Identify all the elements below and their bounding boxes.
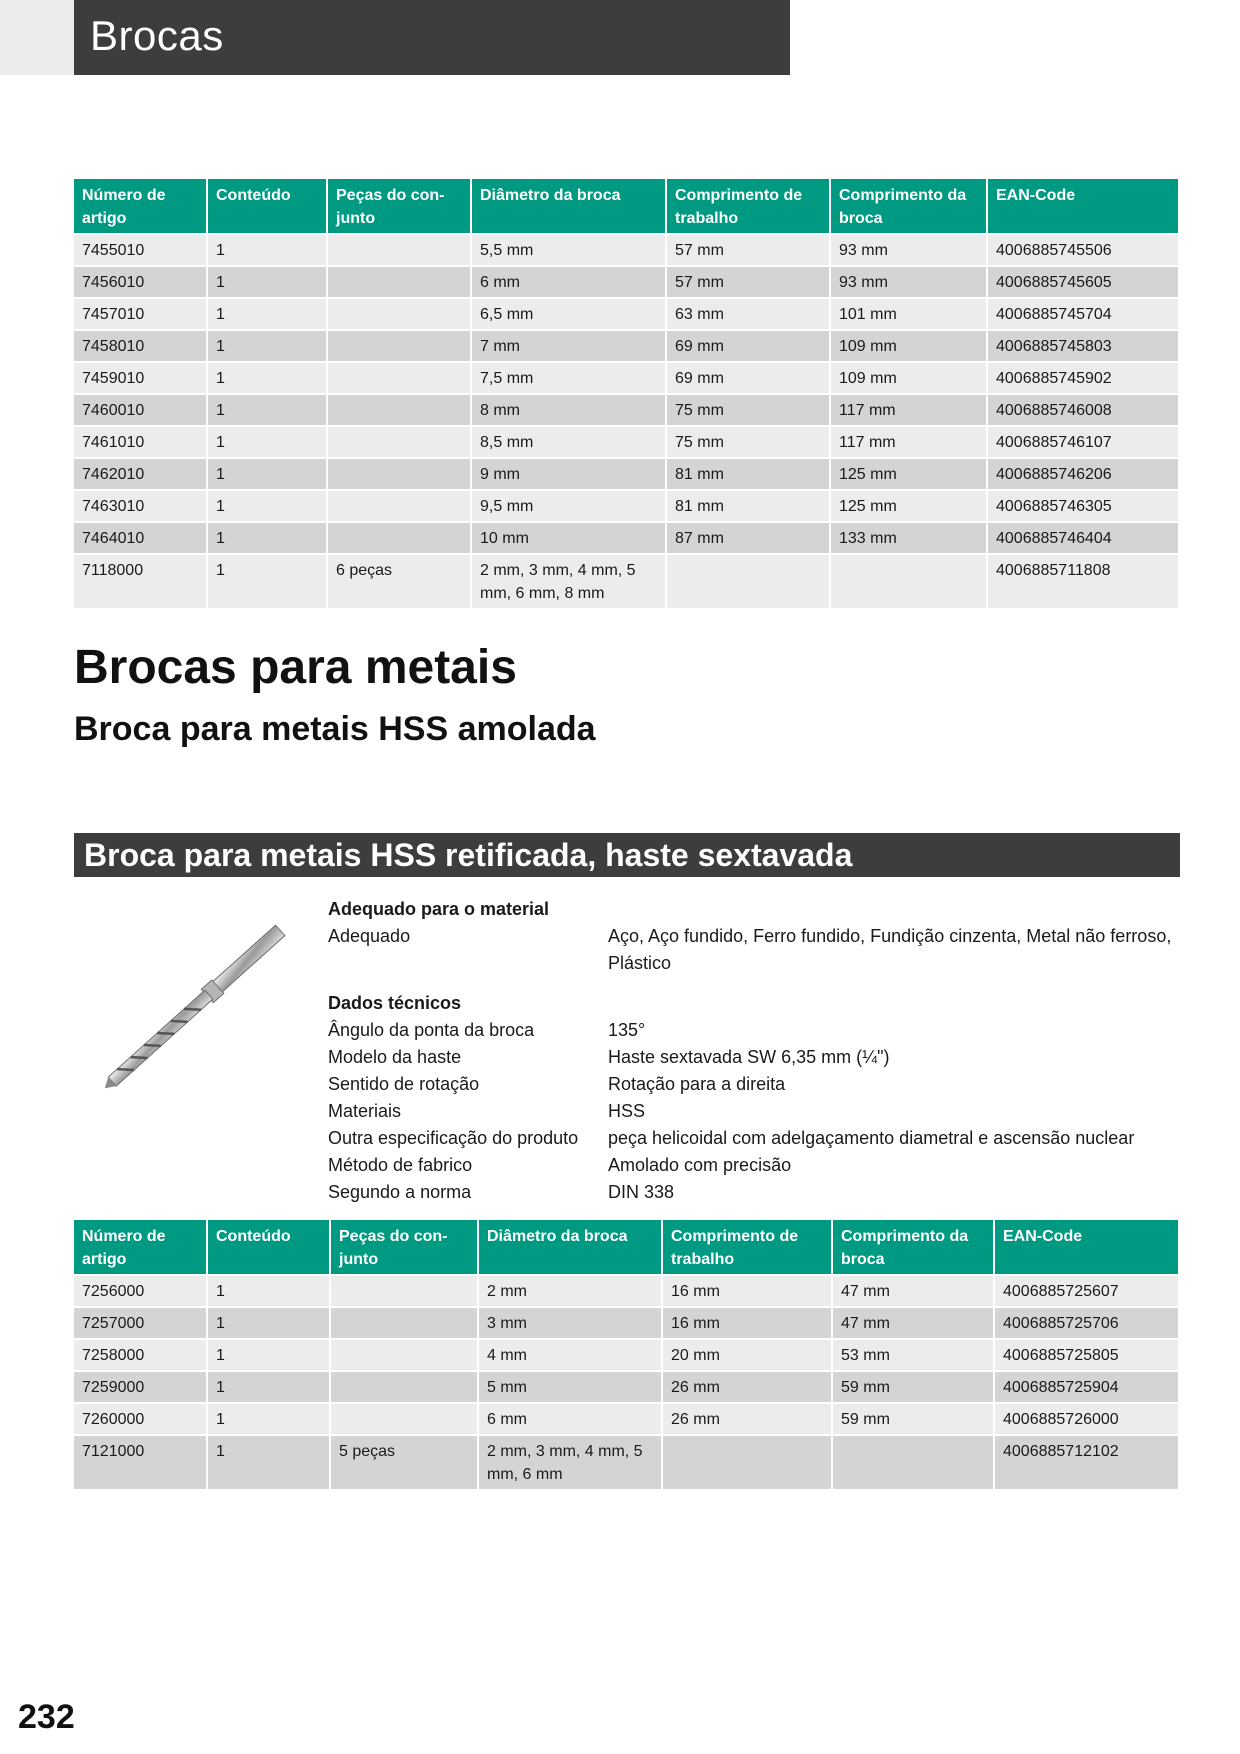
- page-title: Brocas: [90, 12, 224, 59]
- table-cell: 4006885746008: [987, 394, 1178, 426]
- table-cell: 7464010: [74, 522, 207, 554]
- property-label: Sentido de rotação: [328, 1074, 480, 1094]
- table-cell: [327, 490, 471, 522]
- table-cell: [832, 1435, 994, 1489]
- property-row: [328, 1098, 1178, 1125]
- table-cell: 4006885745902: [987, 362, 1178, 394]
- table-cell: 59 mm: [832, 1371, 994, 1403]
- page-number: 232: [18, 1698, 75, 1736]
- table-cell: 4006885745605: [987, 266, 1178, 298]
- table-row: [74, 394, 1178, 426]
- table-cell: 7455010: [74, 234, 207, 266]
- property-value: HSS: [608, 1101, 646, 1121]
- table-row: [74, 1435, 1178, 1489]
- table-cell: 57 mm: [666, 266, 830, 298]
- table-cell: 93 mm: [830, 266, 987, 298]
- table-cell: 81 mm: [666, 458, 830, 490]
- table-cell: 7456010: [74, 266, 207, 298]
- property-label: Modelo da haste: [328, 1047, 462, 1067]
- table-cell: [327, 522, 471, 554]
- table-cell: 26 mm: [662, 1371, 832, 1403]
- property-label: Ângulo da ponta da broca: [328, 1020, 535, 1040]
- table-cell: 7 mm: [471, 330, 666, 362]
- column-header: Comprimento da broca: [830, 179, 987, 234]
- table-cell: [330, 1339, 478, 1371]
- table-cell: 1: [207, 1275, 330, 1307]
- table-cell: 75 mm: [666, 426, 830, 458]
- table-cell: 8 mm: [471, 394, 666, 426]
- table-cell: 4006885746305: [987, 490, 1178, 522]
- table-cell: [327, 234, 471, 266]
- column-header: Comprimento da broca: [832, 1220, 994, 1275]
- property-value: Amolado com precisão: [608, 1155, 792, 1175]
- table-cell: 7463010: [74, 490, 207, 522]
- table-cell: 101 mm: [830, 298, 987, 330]
- table-header-row: [74, 1220, 1178, 1275]
- table-cell: [666, 554, 830, 608]
- table-row: [74, 522, 1178, 554]
- table-cell: 1: [207, 266, 327, 298]
- table-row: [74, 1307, 1178, 1339]
- section-title: Brocas para metais: [74, 641, 517, 694]
- column-header: EAN-Code: [987, 179, 1178, 234]
- table-cell: 81 mm: [666, 490, 830, 522]
- table-row: [74, 458, 1178, 490]
- table-row: [74, 1339, 1178, 1371]
- table-cell: 1: [207, 298, 327, 330]
- table-cell: 1: [207, 330, 327, 362]
- property-value: Rotação para a direita: [608, 1074, 786, 1094]
- table-cell: 1: [207, 1339, 330, 1371]
- table-cell: 1: [207, 490, 327, 522]
- drill-spec-table-1: [74, 179, 1178, 608]
- table-cell: 109 mm: [830, 330, 987, 362]
- table-row: [74, 330, 1178, 362]
- table-cell: 1: [207, 1403, 330, 1435]
- table-cell: 1: [207, 426, 327, 458]
- column-header: Conteúdo: [207, 179, 327, 234]
- table-row: [74, 266, 1178, 298]
- table-header-row: [74, 179, 1178, 234]
- section-subtitle: Broca para metais HSS amolada: [74, 710, 596, 748]
- table-cell: 53 mm: [832, 1339, 994, 1371]
- table-cell: 4006885712102: [994, 1435, 1178, 1489]
- table-cell: 47 mm: [832, 1275, 994, 1307]
- table-cell: 6,5 mm: [471, 298, 666, 330]
- table-cell: 1: [207, 1307, 330, 1339]
- property-row: [328, 1125, 1178, 1152]
- table-cell: 117 mm: [830, 394, 987, 426]
- table-cell: 5,5 mm: [471, 234, 666, 266]
- table-cell: 4006885711808: [987, 554, 1178, 608]
- table-cell: 69 mm: [666, 330, 830, 362]
- table-cell: 1: [207, 1371, 330, 1403]
- table-cell: 125 mm: [830, 490, 987, 522]
- table-cell: 26 mm: [662, 1403, 832, 1435]
- table-cell: 117 mm: [830, 426, 987, 458]
- table-cell: 16 mm: [662, 1307, 832, 1339]
- property-label: Adequado: [328, 926, 411, 946]
- table-cell: 7457010: [74, 298, 207, 330]
- column-header: Peças do con- junto: [330, 1220, 478, 1275]
- table-cell: 4006885725607: [994, 1275, 1178, 1307]
- table-cell: 7259000: [74, 1371, 207, 1403]
- product-title: Broca para metais HSS retificada, haste sextavada: [84, 837, 853, 873]
- table-cell: [830, 554, 987, 608]
- table-cell: 4 mm: [478, 1339, 662, 1371]
- table-cell: 2 mm, 3 mm, 4 mm, 5 mm, 6 mm: [478, 1435, 662, 1489]
- table-cell: [327, 362, 471, 394]
- table-cell: 7258000: [74, 1339, 207, 1371]
- table-cell: 20 mm: [662, 1339, 832, 1371]
- table-row: [74, 554, 1178, 608]
- page-header: [74, 0, 790, 75]
- table-cell: 7121000: [74, 1435, 207, 1489]
- property-value: Haste sextavada SW 6,35 mm (¼"): [608, 1047, 890, 1067]
- table-cell: 75 mm: [666, 394, 830, 426]
- property-value: DIN 338: [608, 1182, 675, 1202]
- table-cell: [327, 458, 471, 490]
- column-header: Diâmetro da broca: [471, 179, 666, 234]
- product-properties: [328, 896, 1178, 1206]
- table-cell: 1: [207, 234, 327, 266]
- column-header: Diâmetro da broca: [478, 1220, 662, 1275]
- property-row: [328, 1152, 1178, 1179]
- corner-tab: [0, 0, 74, 75]
- table-cell: 87 mm: [666, 522, 830, 554]
- table-cell: 7462010: [74, 458, 207, 490]
- table-cell: 6 mm: [478, 1403, 662, 1435]
- table-cell: [327, 330, 471, 362]
- table-cell: 69 mm: [666, 362, 830, 394]
- table-row: [74, 1403, 1178, 1435]
- table-cell: 5 mm: [478, 1371, 662, 1403]
- drill-spec-table-2: [74, 1220, 1178, 1489]
- table-row: [74, 234, 1178, 266]
- table-cell: 1: [207, 554, 327, 608]
- column-header: Comprimento de trabalho: [666, 179, 830, 234]
- table-cell: [327, 426, 471, 458]
- table-cell: 93 mm: [830, 234, 987, 266]
- table-cell: 1: [207, 1435, 330, 1489]
- table-cell: [330, 1307, 478, 1339]
- table-cell: [327, 266, 471, 298]
- table-cell: 7,5 mm: [471, 362, 666, 394]
- property-row: [328, 923, 1178, 977]
- table-cell: 4006885746206: [987, 458, 1178, 490]
- table-cell: 4006885725904: [994, 1371, 1178, 1403]
- table-cell: 4006885746404: [987, 522, 1178, 554]
- table-cell: 7257000: [74, 1307, 207, 1339]
- table-cell: 1: [207, 394, 327, 426]
- column-header: Peças do con- junto: [327, 179, 471, 234]
- table-cell: [327, 298, 471, 330]
- table-cell: [330, 1403, 478, 1435]
- table-cell: [330, 1371, 478, 1403]
- table-cell: 6 peças: [327, 554, 471, 608]
- table-cell: 109 mm: [830, 362, 987, 394]
- product-title-bar: [74, 833, 1180, 877]
- column-header: EAN-Code: [994, 1220, 1178, 1275]
- table-cell: 7460010: [74, 394, 207, 426]
- table-row: [74, 1275, 1178, 1307]
- table-row: [74, 426, 1178, 458]
- property-value: 135°: [608, 1020, 646, 1040]
- property-label: Segundo a norma: [328, 1182, 472, 1202]
- table-cell: 16 mm: [662, 1275, 832, 1307]
- table-cell: 4006885746107: [987, 426, 1178, 458]
- table-row: [74, 298, 1178, 330]
- table-cell: [330, 1275, 478, 1307]
- table-cell: 5 peças: [330, 1435, 478, 1489]
- property-row: [328, 1071, 1178, 1098]
- property-value: Aço, Aço fundido, Ferro fundido, Fundição cinzenta, Metal não ferroso, Plástico: [608, 926, 1172, 973]
- table-cell: 125 mm: [830, 458, 987, 490]
- table-row: [74, 1371, 1178, 1403]
- table-cell: 9,5 mm: [471, 490, 666, 522]
- table-cell: 2 mm: [478, 1275, 662, 1307]
- table-cell: 57 mm: [666, 234, 830, 266]
- table-cell: 1: [207, 458, 327, 490]
- table-cell: 7260000: [74, 1403, 207, 1435]
- table-cell: 4006885726000: [994, 1403, 1178, 1435]
- table-row: [74, 490, 1178, 522]
- table-cell: 47 mm: [832, 1307, 994, 1339]
- property-label: Materiais: [328, 1101, 402, 1121]
- table-cell: 133 mm: [830, 522, 987, 554]
- table-cell: 7256000: [74, 1275, 207, 1307]
- table-cell: 4006885745803: [987, 330, 1178, 362]
- table-cell: 63 mm: [666, 298, 830, 330]
- table-cell: 7459010: [74, 362, 207, 394]
- property-value: peça helicoidal com adelgaçamento diametral e ascensão nuclear: [608, 1128, 1135, 1148]
- column-header: Comprimento de trabalho: [662, 1220, 832, 1275]
- table-cell: 8,5 mm: [471, 426, 666, 458]
- table-cell: [327, 394, 471, 426]
- tech-heading: Dados técnicos: [328, 993, 462, 1013]
- table-cell: 10 mm: [471, 522, 666, 554]
- property-label: Outra especificação do produto: [328, 1128, 579, 1148]
- table-cell: 59 mm: [832, 1403, 994, 1435]
- table-cell: 2 mm, 3 mm, 4 mm, 5 mm, 6 mm, 8 mm: [471, 554, 666, 608]
- table-cell: 4006885745506: [987, 234, 1178, 266]
- table-cell: 1: [207, 362, 327, 394]
- table-cell: 7118000: [74, 554, 207, 608]
- table-cell: 4006885725805: [994, 1339, 1178, 1371]
- material-heading: Adequado para o material: [328, 899, 550, 919]
- property-row: [328, 1017, 1178, 1044]
- property-row: [328, 1044, 1178, 1071]
- hex-shank-drill-bit-icon: [74, 893, 314, 1123]
- table-cell: 1: [207, 522, 327, 554]
- table-cell: 7458010: [74, 330, 207, 362]
- table-cell: 4006885745704: [987, 298, 1178, 330]
- property-row: [328, 1179, 1178, 1206]
- column-header: Conteúdo: [207, 1220, 330, 1275]
- table-cell: 3 mm: [478, 1307, 662, 1339]
- table-cell: 9 mm: [471, 458, 666, 490]
- table-cell: 4006885725706: [994, 1307, 1178, 1339]
- property-label: Método de fabrico: [328, 1155, 473, 1175]
- table-cell: 7461010: [74, 426, 207, 458]
- column-header: Número de artigo: [74, 179, 207, 234]
- table-row: [74, 362, 1178, 394]
- table-cell: 6 mm: [471, 266, 666, 298]
- column-header: Número de artigo: [74, 1220, 207, 1275]
- table-cell: [662, 1435, 832, 1489]
